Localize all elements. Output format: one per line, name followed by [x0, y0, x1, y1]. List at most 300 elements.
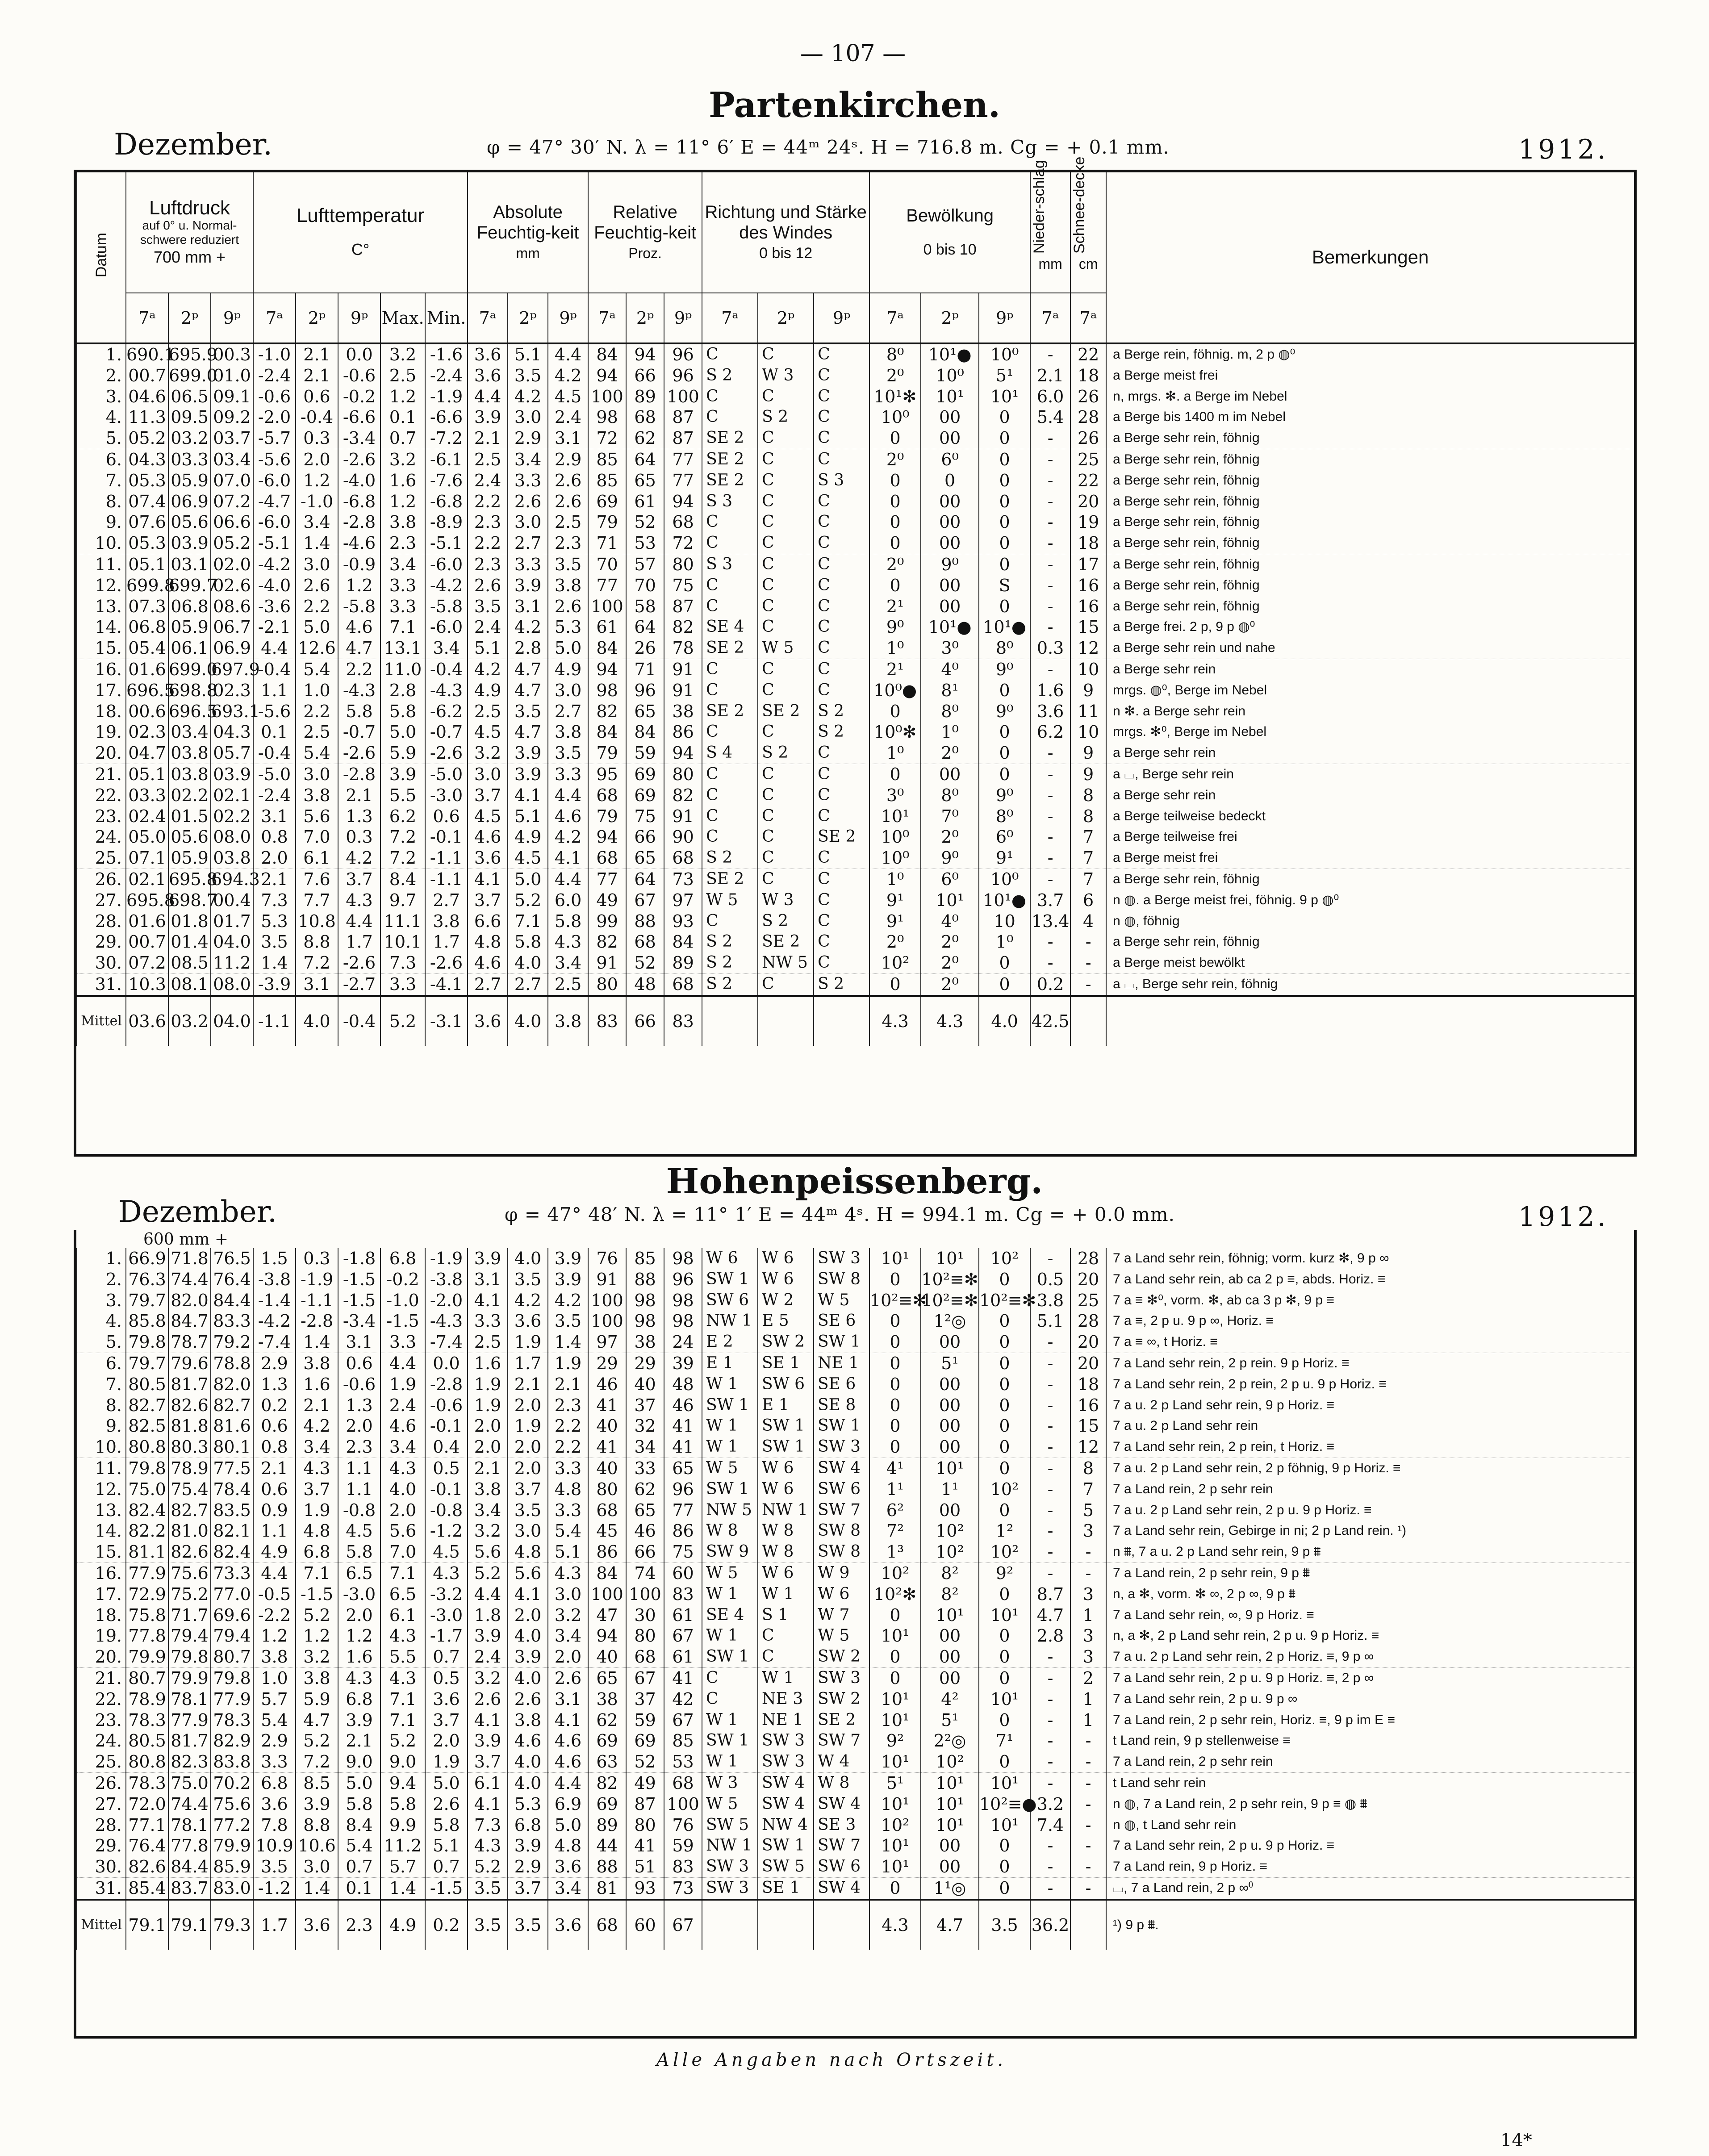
table-row	[77, 407, 1634, 428]
cell-remarks: a Berge sehr rein, föhnig	[1106, 449, 1634, 470]
cell-rel-hum-9p: 77	[664, 449, 702, 470]
cell-temp-7a: -0.4	[253, 659, 296, 680]
cell-temp-max: 4.4	[380, 1353, 425, 1374]
cell-abs-hum-2p: 5.1	[508, 806, 548, 827]
cell-pressure-9p: 76.4	[211, 1269, 253, 1290]
cell-day: 9.	[77, 1416, 126, 1437]
cell-wind-7a: C	[702, 1667, 758, 1688]
cell-wind-7a: S 2	[702, 365, 758, 386]
cell-pressure-2p: 698.8	[169, 680, 217, 700]
cell-temp-9p: 1.2	[338, 575, 380, 596]
cell-pressure-9p: 03.9	[211, 764, 253, 785]
cell-remarks: 7 a Land rein, 2 p sehr rein, 9 p ⩩	[1106, 1563, 1634, 1584]
cell-pressure-2p: 75.0	[168, 1772, 211, 1793]
cell-temp-7a: 6.8	[253, 1772, 296, 1793]
mean-abs-hum-2p: 4.0	[508, 996, 548, 1046]
cell-temp-7a: 3.5	[253, 1856, 296, 1877]
cell-wind-7a: SW 1	[702, 1269, 758, 1290]
cell-cloud-7a: 2¹	[869, 596, 921, 617]
cell-temp-7a: -7.4	[253, 1332, 296, 1353]
cell-rel-hum-7a: 84	[588, 1563, 626, 1584]
cell-pressure-9p: 697.9	[211, 659, 260, 679]
cell-temp-9p: -2.8	[338, 512, 380, 533]
cell-day: 31.	[77, 1877, 126, 1899]
cell-abs-hum-2p: 2.9	[508, 1856, 548, 1877]
cell-rel-hum-9p: 100	[664, 386, 702, 407]
cell-snow: 25	[1070, 449, 1106, 470]
cell-abs-hum-9p: 3.4	[548, 953, 588, 974]
cell-precip: -	[1030, 806, 1070, 827]
table-row	[77, 1542, 1634, 1563]
cell-day: 13.	[77, 1500, 126, 1521]
table-row	[77, 1332, 1634, 1353]
cell-temp-9p: 2.3	[338, 1437, 380, 1458]
cell-rel-hum-2p: 80	[626, 1815, 664, 1836]
cell-wind-2p: SW 1	[758, 1835, 814, 1856]
cell-cloud-2p: 3⁰	[921, 638, 979, 659]
cell-pressure-9p: 73.3	[211, 1563, 253, 1584]
table-row	[77, 869, 1634, 890]
cell-temp-max: 5.9	[380, 743, 425, 764]
cell-wind-7a: SW 3	[702, 1856, 758, 1877]
cell-wind-7a: W 1	[702, 1710, 758, 1731]
cell-abs-hum-7a: 3.9	[468, 1730, 508, 1751]
cell-pressure-9p: 79.2	[211, 1332, 253, 1353]
cell-wind-7a: S 2	[702, 848, 758, 869]
cell-temp-max: 3.8	[380, 512, 425, 533]
cell-rel-hum-9p: 76	[664, 1815, 702, 1836]
cell-snow: 10	[1070, 722, 1106, 743]
table-row	[77, 953, 1634, 974]
cell-cloud-7a: 1⁰	[869, 638, 921, 659]
cell-snow: 15	[1070, 617, 1106, 638]
cell-wind-2p: C	[758, 533, 814, 554]
cell-rel-hum-9p: 98	[664, 1290, 702, 1311]
cell-abs-hum-2p: 3.9	[508, 1835, 548, 1856]
cell-cloud-9p: 0	[979, 1710, 1030, 1731]
cell-rel-hum-7a: 65	[588, 1667, 626, 1688]
cell-pressure-2p: 71.8	[168, 1248, 211, 1269]
cell-temp-max: 9.0	[380, 1751, 425, 1772]
cell-day: 19.	[77, 722, 126, 743]
cell-rel-hum-9p: 87	[664, 407, 702, 428]
table-row	[77, 596, 1634, 617]
cell-wind-2p: SE 1	[758, 1877, 814, 1899]
cell-rel-hum-7a: 82	[588, 701, 626, 722]
cell-abs-hum-2p: 2.9	[508, 428, 548, 449]
cell-cloud-9p: 10¹●	[979, 617, 1030, 638]
cell-day: 20.	[77, 743, 126, 764]
cell-abs-hum-7a: 3.8	[468, 1479, 508, 1500]
mean-cloud-2p: 4.3	[921, 996, 979, 1046]
cell-cloud-9p: 0	[979, 596, 1030, 617]
cell-day: 10.	[77, 533, 126, 554]
cell-precip: -	[1030, 953, 1070, 974]
cell-precip: 0.5	[1030, 1269, 1070, 1290]
cell-wind-7a: W 1	[702, 1751, 758, 1772]
station-title-partenkirchen: Partenkirchen.	[708, 85, 1001, 125]
cell-temp-7a: -2.4	[253, 365, 296, 386]
cell-wind-9p: W 6	[814, 1584, 869, 1605]
cell-pressure-7a: 82.4	[126, 1500, 168, 1521]
cell-temp-2p: 3.0	[296, 554, 338, 575]
cell-pressure-2p: 74.4	[168, 1269, 211, 1290]
cell-temp-2p: 2.1	[296, 365, 338, 386]
table-row	[77, 890, 1634, 911]
cell-rel-hum-2p: 69	[626, 1730, 664, 1751]
cell-temp-max: 1.4	[380, 1877, 425, 1899]
cell-pressure-7a: 699.8	[126, 575, 175, 595]
cell-temp-7a: -2.1	[253, 617, 296, 638]
cell-abs-hum-7a: 4.3	[468, 1835, 508, 1856]
cell-wind-9p: SW 8	[814, 1521, 869, 1542]
cell-cloud-7a: 10²	[869, 1563, 921, 1584]
cell-pressure-2p: 03.8	[168, 743, 211, 764]
cell-temp-max: 2.5	[380, 365, 425, 386]
cell-abs-hum-7a: 2.6	[468, 575, 508, 596]
cell-remarks: 7 a Land sehr rein, 2 p u. 9 p ∞	[1106, 1689, 1634, 1710]
cell-pressure-2p: 01.4	[168, 932, 211, 953]
cell-temp-9p: 2.1	[338, 1730, 380, 1751]
cell-pressure-9p: 77.2	[211, 1815, 253, 1836]
cell-temp-7a: -2.2	[253, 1605, 296, 1626]
cell-temp-min: -2.0	[425, 1290, 468, 1311]
cell-abs-hum-9p: 3.5	[548, 554, 588, 575]
cell-rel-hum-2p: 32	[626, 1416, 664, 1437]
mean-pressure-2p: 79.1	[168, 1900, 211, 1950]
cell-day: 18.	[77, 701, 126, 722]
cell-temp-min: 5.8	[425, 1815, 468, 1836]
cell-precip: 4.7	[1030, 1605, 1070, 1626]
cell-pressure-2p: 84.7	[168, 1311, 211, 1332]
cell-pressure-7a: 05.3	[126, 533, 168, 554]
cell-remarks: 7 a ≡ ✻⁰, vorm. ✻, ab ca 3 p ✻, 9 p ≡	[1106, 1290, 1634, 1311]
cell-abs-hum-7a: 2.3	[468, 512, 508, 533]
cell-wind-2p: SW 4	[758, 1794, 814, 1815]
cell-day: 21.	[77, 764, 126, 785]
cell-cloud-9p: 0	[979, 1332, 1030, 1353]
cell-wind-2p: NW 1	[758, 1500, 814, 1521]
cell-cloud-9p: 9⁰	[979, 701, 1030, 722]
cell-precip: -	[1030, 1353, 1070, 1374]
cell-rel-hum-2p: 71	[626, 659, 664, 680]
cell-pressure-7a: 01.6	[126, 911, 168, 932]
cell-day: 27.	[77, 890, 126, 911]
cell-temp-2p: 1.2	[296, 470, 338, 491]
cell-cloud-2p: 7⁰	[921, 806, 979, 827]
cell-precip: -	[1030, 869, 1070, 890]
table-row	[77, 1521, 1634, 1542]
cell-abs-hum-2p: 5.6	[508, 1563, 548, 1584]
cell-temp-7a: 5.4	[253, 1710, 296, 1731]
cell-temp-min: -2.6	[425, 953, 468, 974]
cell-wind-2p: E 5	[758, 1311, 814, 1332]
cell-temp-2p: 5.4	[296, 743, 338, 764]
cell-temp-7a: 7.3	[253, 890, 296, 911]
mean-temp-min: 0.2	[425, 1900, 468, 1950]
cell-temp-max: 5.8	[380, 701, 425, 722]
cell-rel-hum-7a: 91	[588, 953, 626, 974]
cell-cloud-9p: 0	[979, 1835, 1030, 1856]
cell-rel-hum-9p: 42	[664, 1689, 702, 1710]
cell-cloud-7a: 0	[869, 1437, 921, 1458]
cell-precip: -	[1030, 343, 1070, 365]
cell-rel-hum-9p: 73	[664, 869, 702, 890]
cell-temp-2p: 3.8	[296, 1353, 338, 1374]
cell-cloud-7a: 2⁰	[869, 449, 921, 470]
cell-abs-hum-9p: 5.1	[548, 1542, 588, 1563]
cell-wind-2p: C	[758, 617, 814, 638]
cell-rel-hum-9p: 89	[664, 953, 702, 974]
cell-pressure-7a: 79.7	[126, 1290, 168, 1311]
cell-temp-2p: 1.4	[296, 1332, 338, 1353]
cell-pressure-7a: 75.0	[126, 1479, 168, 1500]
cell-pressure-2p: 696.5	[169, 701, 217, 721]
cell-rel-hum-9p: 61	[664, 1646, 702, 1667]
cell-precip: -	[1030, 827, 1070, 848]
cell-cloud-2p: 1⁰	[921, 722, 979, 743]
cell-abs-hum-9p: 3.1	[548, 1689, 588, 1710]
cell-snow: -	[1070, 1542, 1106, 1563]
cell-pressure-7a: 79.7	[126, 1353, 168, 1374]
cell-temp-max: 3.2	[380, 449, 425, 470]
cell-pressure-9p: 78.3	[211, 1710, 253, 1731]
cell-temp-7a: 0.8	[253, 827, 296, 848]
cell-cloud-2p: 10¹	[921, 1248, 979, 1269]
cell-pressure-7a: 77.8	[126, 1625, 168, 1646]
cell-rel-hum-2p: 89	[626, 386, 664, 407]
cell-precip: 2.8	[1030, 1625, 1070, 1646]
cell-rel-hum-2p: 88	[626, 911, 664, 932]
cell-abs-hum-7a: 1.9	[468, 1395, 508, 1416]
cell-remarks: a Berge rein, föhnig. m, 2 p ◍⁰	[1106, 343, 1634, 365]
cell-pressure-9p: 02.6	[211, 575, 253, 596]
cell-temp-7a: 1.3	[253, 1374, 296, 1395]
cell-wind-7a: SE 4	[702, 617, 758, 638]
cell-cloud-2p: 5¹	[921, 1353, 979, 1374]
cell-abs-hum-2p: 2.6	[508, 1689, 548, 1710]
cell-temp-7a: -0.4	[253, 743, 296, 764]
cell-temp-2p: 0.3	[296, 428, 338, 449]
cell-rel-hum-9p: 98	[664, 1248, 702, 1269]
cell-wind-9p: W 5	[814, 1290, 869, 1311]
cell-pressure-7a: 82.2	[126, 1521, 168, 1542]
cell-snow: -	[1070, 1815, 1106, 1836]
cell-cloud-7a: 0	[869, 1416, 921, 1437]
cell-temp-9p: 4.3	[338, 890, 380, 911]
cell-abs-hum-2p: 3.0	[508, 407, 548, 428]
cell-pressure-2p: 78.9	[168, 1458, 211, 1479]
cell-temp-max: 5.0	[380, 722, 425, 743]
cell-cloud-2p: 00	[921, 1332, 979, 1353]
cell-pressure-2p: 03.8	[168, 764, 211, 785]
cell-pressure-2p: 02.2	[168, 785, 211, 806]
cell-rel-hum-2p: 38	[626, 1332, 664, 1353]
cell-rel-hum-9p: 84	[664, 932, 702, 953]
cell-pressure-7a: 695.8	[126, 890, 175, 910]
cell-abs-hum-2p: 3.5	[508, 1500, 548, 1521]
cell-abs-hum-7a: 4.5	[468, 722, 508, 743]
cell-rel-hum-9p: 41	[664, 1416, 702, 1437]
cell-abs-hum-9p: 4.6	[548, 1751, 588, 1772]
cell-abs-hum-7a: 4.9	[468, 680, 508, 701]
cell-wind-9p: SW 3	[814, 1437, 869, 1458]
cell-wind-7a: S 2	[702, 974, 758, 995]
cell-abs-hum-9p: 3.9	[548, 1269, 588, 1290]
cell-temp-2p: 2.1	[296, 1395, 338, 1416]
cell-temp-min: -1.7	[425, 1625, 468, 1646]
cell-wind-9p: C	[814, 533, 869, 554]
cell-pressure-2p: 08.1	[168, 974, 211, 995]
hdr-9p: 9ᵖ	[548, 293, 588, 343]
cell-temp-9p: 0.0	[338, 343, 380, 365]
cell-temp-max: 2.8	[380, 680, 425, 701]
cell-pressure-7a: 696.5	[126, 680, 175, 700]
cell-temp-7a: 3.1	[253, 806, 296, 827]
cell-temp-min: -7.6	[425, 470, 468, 491]
cell-abs-hum-2p: 3.0	[508, 512, 548, 533]
cell-rel-hum-2p: 64	[626, 617, 664, 638]
cell-cloud-9p: 10²≡✻	[979, 1290, 1036, 1310]
cell-day: 7.	[77, 470, 126, 491]
mean-abs-hum-9p: 3.6	[548, 1900, 588, 1950]
cell-remarks: a Berge frei. 2 p, 9 p ◍⁰	[1106, 617, 1634, 638]
cell-temp-9p: 0.6	[338, 1353, 380, 1374]
cell-rel-hum-2p: 68	[626, 1646, 664, 1667]
cell-rel-hum-2p: 68	[626, 407, 664, 428]
cell-pressure-2p: 08.5	[168, 953, 211, 974]
mean-temp-min: -3.1	[425, 996, 468, 1046]
cell-temp-9p: -2.7	[338, 974, 380, 995]
cell-cloud-7a: 8⁰	[869, 343, 921, 365]
cell-cloud-9p: 10⁰	[979, 343, 1030, 365]
cell-wind-2p: W 6	[758, 1563, 814, 1584]
cell-rel-hum-9p: 68	[664, 1772, 702, 1793]
cell-cloud-2p: 00	[921, 1646, 979, 1667]
cell-rel-hum-9p: 65	[664, 1458, 702, 1479]
cell-remarks: n, a ✻, vorm. ✻ ∞, 2 p ∞, 9 p ⩩	[1106, 1584, 1634, 1605]
hdr-9p: 9ᵖ	[211, 293, 253, 343]
cell-temp-9p: 3.9	[338, 1710, 380, 1731]
cell-pressure-9p: 03.7	[211, 428, 253, 449]
cell-wind-9p: C	[814, 449, 869, 470]
cell-day: 25.	[77, 848, 126, 869]
cell-temp-min: 0.6	[425, 806, 468, 827]
cell-temp-min: 1.7	[425, 932, 468, 953]
cell-wind-9p: SW 2	[814, 1689, 869, 1710]
cell-abs-hum-2p: 6.8	[508, 1815, 548, 1836]
cell-temp-min: -1.5	[425, 1877, 468, 1899]
cell-pressure-9p: 11.2	[211, 953, 253, 974]
cell-wind-9p: C	[814, 596, 869, 617]
cell-rel-hum-2p: 94	[626, 343, 664, 365]
cell-temp-7a: 0.2	[253, 1395, 296, 1416]
mean-cloud-9p: 3.5	[979, 1900, 1030, 1950]
cell-wind-2p: C	[758, 491, 814, 512]
cell-remarks: a Berge meist frei	[1106, 365, 1634, 386]
mean-row	[77, 1900, 1634, 1950]
cell-cloud-2p: 00	[921, 1625, 979, 1646]
cell-cloud-9p: 1⁰	[979, 932, 1030, 953]
cell-remarks: 7 a Land sehr rein, ∞, 9 p Horiz. ≡	[1106, 1605, 1634, 1626]
table-row	[77, 785, 1634, 806]
cell-precip: -	[1030, 1521, 1070, 1542]
mean-pressure-9p: 04.0	[211, 996, 253, 1046]
mean-rel-hum-2p: 66	[626, 996, 664, 1046]
cell-abs-hum-2p: 3.8	[508, 1710, 548, 1731]
cell-cloud-2p: 10²	[921, 1542, 979, 1563]
cell-temp-9p: -4.6	[338, 533, 380, 554]
cell-day: 2.	[77, 1269, 126, 1290]
cell-pressure-9p: 78.8	[211, 1353, 253, 1374]
cell-temp-2p: 3.0	[296, 764, 338, 785]
table-row	[77, 428, 1634, 449]
cell-temp-2p: 1.9	[296, 1500, 338, 1521]
cell-temp-9p: -0.6	[338, 1374, 380, 1395]
table-row	[77, 932, 1634, 953]
cell-temp-2p: 8.8	[296, 932, 338, 953]
cell-rel-hum-9p: 94	[664, 743, 702, 764]
cell-cloud-2p: 00	[921, 428, 979, 449]
cell-cloud-9p: 10¹	[979, 1772, 1030, 1793]
mean-temp-9p: -0.4	[338, 996, 380, 1046]
cell-temp-7a: 0.6	[253, 1479, 296, 1500]
cell-wind-9p: C	[814, 806, 869, 827]
cell-abs-hum-2p: 3.5	[508, 365, 548, 386]
table-row	[77, 1730, 1634, 1751]
cell-pressure-2p: 05.6	[168, 512, 211, 533]
cell-temp-min: -0.8	[425, 1500, 468, 1521]
cell-pressure-2p: 06.8	[168, 596, 211, 617]
cell-pressure-7a: 66.9	[126, 1248, 168, 1269]
cell-snow: -	[1070, 1877, 1106, 1899]
cell-abs-hum-2p: 3.3	[508, 470, 548, 491]
cell-pressure-9p: 01.7	[211, 911, 253, 932]
cell-temp-max: 2.3	[380, 533, 425, 554]
cell-rel-hum-7a: 86	[588, 1542, 626, 1563]
cell-abs-hum-2p: 4.1	[508, 1584, 548, 1605]
cell-temp-max: 2.4	[380, 1395, 425, 1416]
cell-rel-hum-9p: 100	[664, 1794, 702, 1815]
cell-remarks: a Berge sehr rein	[1106, 659, 1634, 680]
cell-abs-hum-7a: 3.7	[468, 785, 508, 806]
cell-pressure-2p: 01.5	[168, 806, 211, 827]
mean-row	[77, 996, 1634, 1046]
cell-rel-hum-2p: 52	[626, 512, 664, 533]
cell-rel-hum-9p: 24	[664, 1332, 702, 1353]
cell-pressure-7a: 00.6	[126, 701, 168, 722]
cell-temp-7a: 3.5	[253, 932, 296, 953]
cell-rel-hum-7a: 84	[588, 343, 626, 365]
cell-wind-7a: NW 1	[702, 1311, 758, 1332]
cell-cloud-2p: 0	[921, 470, 979, 491]
cell-snow: 9	[1070, 743, 1106, 764]
cell-rel-hum-7a: 69	[588, 491, 626, 512]
cell-rel-hum-7a: 100	[588, 1290, 626, 1311]
cell-cloud-9p: 0	[979, 428, 1030, 449]
cell-cloud-2p: 4²	[921, 1689, 979, 1710]
cell-pressure-9p: 02.3	[211, 680, 253, 701]
cell-cloud-7a: 0	[869, 1646, 921, 1667]
cell-remarks: a Berge sehr rein, föhnig	[1106, 596, 1634, 617]
cell-pressure-2p: 81.8	[168, 1416, 211, 1437]
cell-snow: -	[1070, 1772, 1106, 1793]
cell-rel-hum-9p: 96	[664, 1269, 702, 1290]
cell-cloud-9p: 0	[979, 1437, 1030, 1458]
cell-pressure-2p: 79.6	[168, 1353, 211, 1374]
cell-pressure-2p: 78.7	[168, 1332, 211, 1353]
hdr-2p: 2ᵖ	[296, 293, 338, 343]
